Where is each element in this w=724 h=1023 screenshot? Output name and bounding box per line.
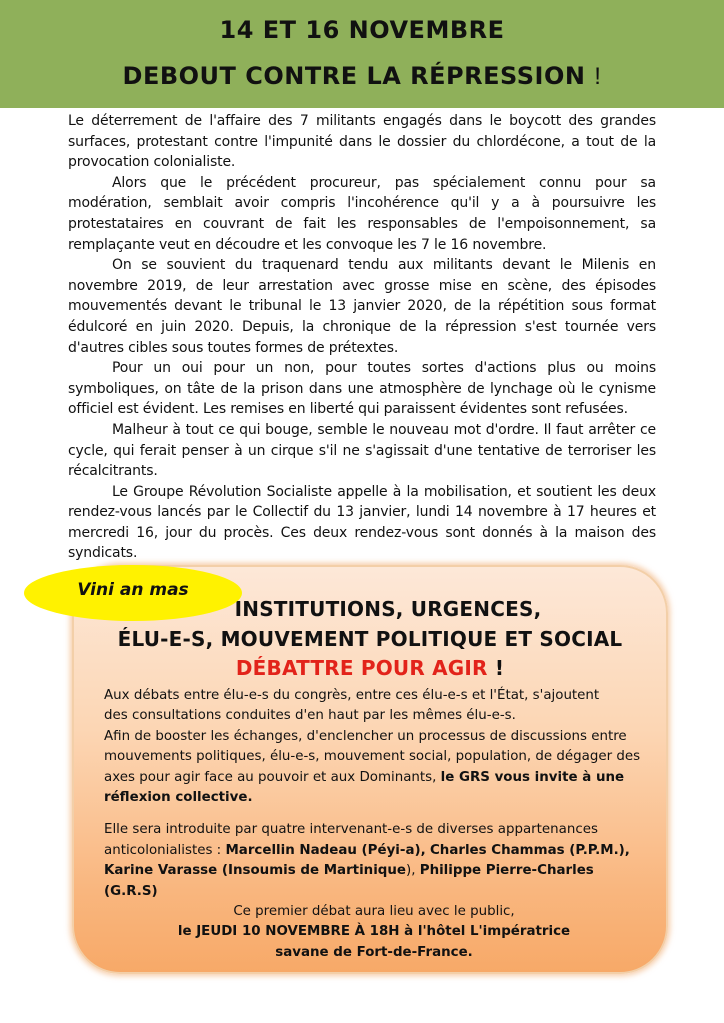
- speaker-4: Philippe Pierre-Charles (G.R.S): [104, 863, 594, 899]
- callout-badge-text: Vini an mas: [77, 580, 189, 600]
- speaker-3-paren: ),: [406, 863, 416, 879]
- callout-para2-bold: le GRS vous invite à une réflexion collective.: [104, 769, 625, 806]
- callout-date-text: le JEUDI 10 NOVEMBRE À 18H à l'hôtel L'impératrice: [177, 924, 571, 940]
- article-paragraph-5: Malheur à tout ce qui bouge, semble le nouveau mot d'ordre. Il faut arrêter ce cycle, qui ferait penser à un cirque s'il ne s'agissait d'une tentative de terroriser les récalcitrants.: [68, 421, 656, 480]
- callout-para3-line1: Elle sera introduite par quatre intervenant-e-s de diverses appartenances: [104, 822, 598, 838]
- speaker-1: Marcellin Nadeau (Péyi-a),: [225, 842, 426, 858]
- callout-speakers-line2: [104, 861, 644, 902]
- callout-para1-line1: Aux débats entre élu-e-s du congrès, entre ces élu-e-s et l'État, s'ajoutent: [104, 688, 600, 703]
- article-paragraph-6: Le Groupe Révolution Socialiste appelle à la mobilisation, et soutient les deux rendez-vous lancés par le Collectif du 13 janvier, lundi 14 novembre à 17 heures et mercredi 16, jour du procès. Ces deux rendez-vous sont donnés à la maison des syndicats.: [68, 483, 656, 562]
- article-paragraph-3: On se souvient du traquenard tendu aux militants devant le Milenis en novembre 2019, de leur arrestation avec grosse mise en scène, des épisodes mouvementés devant le tribunal le 13 janvier 2020, de la répétition sous format édulcoré en juin 2020. Depuis, la chronique de la répression s'est tournée vers d'autres cibles sous toutes formes de prétextes.: [68, 257, 656, 356]
- callout-para2: [104, 727, 644, 809]
- callout-date-line: [104, 922, 644, 942]
- callout-para3-prefix: anticolonialistes :: [104, 842, 222, 858]
- header-banner: [0, 0, 724, 108]
- callout-badge: [24, 565, 242, 621]
- callout-title-red: DÉBATTRE POUR AGIR: [235, 656, 488, 680]
- callout-speakers-line1: [104, 841, 644, 861]
- spacer: [104, 808, 644, 820]
- callout-body: [104, 686, 644, 963]
- callout-title-line-1: INSTITUTIONS, URGENCES,: [234, 597, 542, 621]
- speaker-3: Karine Varasse (Insoumis de Martinique: [104, 863, 406, 879]
- headline-exclamation: !: [594, 63, 602, 90]
- callout-place-line: [104, 943, 644, 963]
- callout-title-exclamation: !: [494, 656, 505, 680]
- callout-place-text: savane de Fort-de-France.: [275, 944, 473, 960]
- callout-title-line-2: ÉLU-E-S, MOUVEMENT POLITIQUE ET SOCIAL: [117, 627, 623, 651]
- headline-slogan-text: DEBOUT CONTRE LA RÉPRESSION: [122, 62, 586, 90]
- headline-slogan: [0, 62, 724, 91]
- article-paragraph-2: Alors que le précédent procureur, pas spécialement connu pour sa modération, semblait avoir compris l'incohérence qu'il y a à poursuivre les protestataires en couvrant de fait les responsables de l'empoisonnement, sa remplaçante veut en découdre et les convoque les 7 le 16 novembre.: [68, 174, 656, 253]
- callout-title-line-3: [72, 656, 668, 680]
- headline-dates: 14 ET 16 NOVEMBRE: [219, 16, 505, 44]
- speaker-2: Charles Chammas (P.P.M.),: [429, 842, 630, 858]
- article-paragraph-1: Le déterrement de l'affaire des 7 militants engagés dans le boycott des grandes surfaces, protestant contre l'impunité dans le dossier du chlordécone, a tout de la provocation colonialiste.: [68, 113, 656, 171]
- callout-para2-text: Afin de booster les échanges, d'enclencher un processus de discussions entre mouvements politiques, élu-e-s, mouvement social, population, de dégager des axes pour agir face au pouvoir et aux Dominants,: [104, 728, 641, 785]
- callout-public-line: Ce premier débat aura lieu avec le public,: [233, 904, 515, 920]
- article-paragraph-4: Pour un oui pour un non, pour toutes sortes d'actions plus ou moins symboliques, on tâte de la prison dans une atmosphère de lynchage où le cynisme officiel est évident. Les remises en liberté qui paraissent évidentes sont refusées.: [68, 360, 656, 418]
- article-body: [68, 111, 656, 564]
- callout-para1-line2: des consultations conduites d'en haut par les mêmes élu-e-s.: [104, 708, 516, 724]
